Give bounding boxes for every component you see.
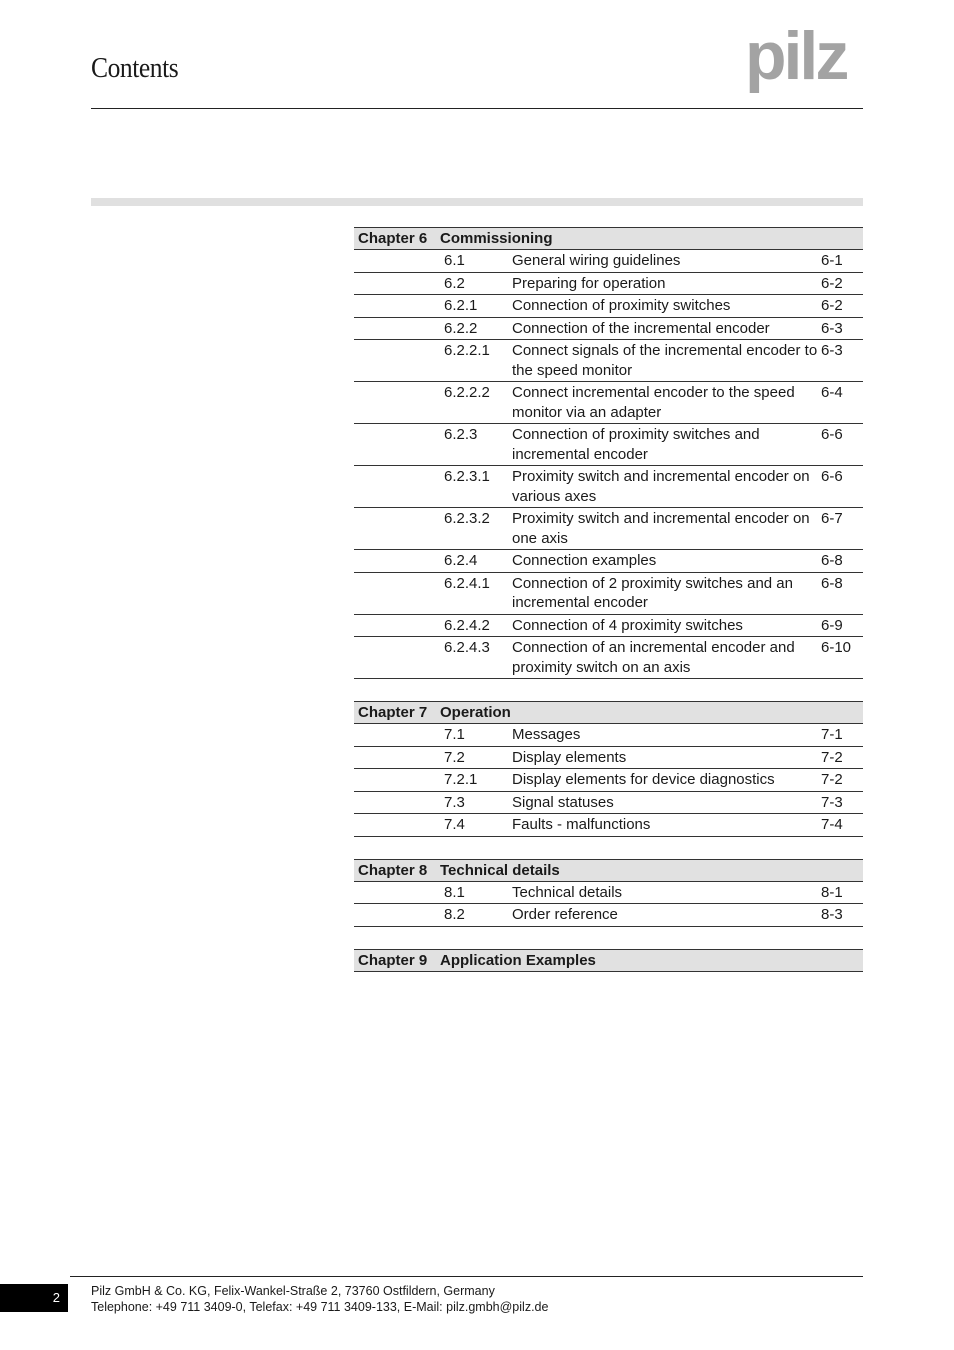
chapter-section — [354, 949, 863, 972]
toc-entry[interactable] — [354, 882, 863, 905]
toc-entry[interactable] — [354, 637, 863, 679]
footer-line-contact: Telephone: +49 711 3409-0, Telefax: +49 711 3409-133, E-Mail: pilz.gmbh@pilz.de — [91, 1300, 549, 1314]
toc-entry-number: 6.2 — [444, 274, 465, 292]
toc-entry-page: 6-3 — [821, 319, 843, 337]
chapter-label: Chapter 6 — [358, 230, 428, 247]
chapter-section — [354, 701, 863, 837]
toc-entry-number: 6.2.4 — [444, 552, 478, 569]
toc-entry-number: 7.4 — [444, 816, 465, 833]
toc-entry-title: Display elements for device diagnostics — [512, 771, 775, 788]
toc-entry-page: 6-4 — [821, 384, 843, 401]
toc-entry[interactable] — [354, 615, 863, 638]
toc-entry[interactable] — [354, 724, 863, 747]
toc-entry-number: 6.2.3.1 — [444, 468, 490, 485]
toc-entry-title: Order reference — [512, 906, 618, 923]
toc-entry-title: Connection examples — [512, 552, 657, 569]
toc-entry[interactable] — [354, 747, 863, 770]
toc-entry-title: Proximity switch and incremental encoder on various axes — [512, 468, 810, 505]
toc-entry-page: 7-2 — [821, 771, 843, 788]
toc-entry-title: Connection of proximity switches — [512, 297, 731, 314]
toc-entry-number: 7.3 — [444, 793, 465, 811]
toc-entry-title: Connection of an incremental encoder and proximity switch on an axis — [512, 639, 795, 676]
toc-entry-page: 6-9 — [821, 616, 843, 634]
toc-entry-page: 6-7 — [821, 510, 843, 527]
toc-entry-page: 8-1 — [821, 883, 843, 901]
page-title: Contents — [91, 52, 179, 84]
header-divider — [91, 108, 863, 109]
toc-entry-page: 6-2 — [821, 297, 843, 314]
toc-entry-page: 6-8 — [821, 574, 843, 592]
toc-entry-number: 7.2 — [444, 748, 465, 766]
toc-entry[interactable] — [354, 424, 863, 466]
footer-line-company: Pilz GmbH & Co. KG, Felix-Wankel-Straße 2, 73760 Ostfildern, Germany — [91, 1284, 495, 1298]
toc-entry[interactable] — [354, 273, 863, 296]
toc-entry-number: 6.2.4.1 — [444, 574, 490, 592]
toc-entry-page: 7-1 — [821, 726, 843, 743]
toc-entry-number: 7.1 — [444, 726, 465, 743]
toc-entry-title: Connection of 4 proximity switches — [512, 616, 743, 634]
table-of-contents — [354, 227, 863, 994]
toc-entry[interactable] — [354, 295, 863, 318]
chapter-title: Technical details — [440, 861, 560, 879]
toc-entry-page: 6-6 — [821, 468, 843, 485]
toc-entry[interactable] — [354, 250, 863, 273]
chapter-heading — [354, 227, 863, 250]
chapter-title: Application Examples — [440, 951, 596, 969]
footer-address — [91, 1283, 548, 1315]
toc-entry-page: 6-8 — [821, 552, 843, 569]
toc-entry[interactable] — [354, 904, 863, 927]
toc-entry[interactable] — [354, 382, 863, 424]
svg-text:pilz: pilz — [745, 27, 847, 94]
toc-entry-number: 6.2.2.2 — [444, 384, 490, 401]
toc-entry-title: Connection of proximity switches and incremental encoder — [512, 426, 760, 463]
toc-entry-title: Proximity switch and incremental encoder on one axis — [512, 510, 810, 547]
toc-entry-title: Technical details — [512, 883, 623, 901]
chapter-label: Chapter 8 — [358, 861, 428, 879]
chapter-heading — [354, 859, 863, 882]
chapter-label: Chapter 9 — [358, 951, 428, 969]
toc-entry[interactable] — [354, 792, 863, 815]
toc-entry-title: Display elements — [512, 748, 627, 766]
pilz-logo — [745, 27, 867, 95]
toc-entry-number: 6.2.1 — [444, 297, 478, 314]
toc-entry-page: 7-3 — [821, 793, 843, 811]
toc-entry-number: 8.2 — [444, 906, 465, 923]
toc-entry[interactable] — [354, 550, 863, 573]
chapter-heading — [354, 949, 863, 972]
toc-entry-number: 6.2.4.3 — [444, 639, 490, 656]
toc-entry-title: Connection of 2 proximity switches and an incremental encoder — [512, 574, 793, 611]
footer-divider — [70, 1276, 863, 1277]
toc-entry-title: Connect incremental encoder to the speed monitor via an adapter — [512, 384, 795, 421]
chapter-heading — [354, 701, 863, 724]
toc-entry-number: 6.2.2 — [444, 319, 478, 337]
toc-entry[interactable] — [354, 340, 863, 382]
chapter-title: Operation — [440, 704, 511, 721]
page-number: 2 — [0, 1284, 68, 1312]
section-band — [91, 198, 863, 206]
toc-entry-title: Connection of the incremental encoder — [512, 319, 770, 337]
toc-entry-number: 8.1 — [444, 883, 465, 901]
toc-entry[interactable] — [354, 466, 863, 508]
toc-entry[interactable] — [354, 573, 863, 615]
toc-entry-page: 6-2 — [821, 274, 843, 292]
toc-entry-number: 6.2.4.2 — [444, 616, 490, 634]
toc-entry-page: 6-6 — [821, 426, 843, 443]
chapter-title: Commissioning — [440, 230, 553, 247]
toc-entry-number: 7.2.1 — [444, 771, 478, 788]
toc-entry-page: 7-2 — [821, 748, 843, 766]
toc-entry-title: Messages — [512, 726, 581, 743]
toc-entry-number: 6.2.2.1 — [444, 342, 490, 359]
toc-entry-title: Signal statuses — [512, 793, 614, 811]
toc-entry-number: 6.2.3 — [444, 426, 478, 443]
toc-entry-title: Connect signals of the incremental encoder to the speed monitor — [512, 342, 818, 379]
toc-entry[interactable] — [354, 318, 863, 341]
toc-entry-page: 6-3 — [821, 342, 843, 359]
chapter-section — [354, 859, 863, 927]
toc-entry-page: 7-4 — [821, 816, 843, 833]
toc-entry-number: 6.2.3.2 — [444, 510, 490, 527]
toc-entry-page: 6-10 — [821, 639, 852, 656]
toc-entry-title: Preparing for operation — [512, 274, 666, 292]
toc-entry-title: General wiring guidelines — [512, 252, 681, 269]
toc-entry-page: 6-1 — [821, 252, 843, 269]
toc-entry[interactable] — [354, 814, 863, 837]
toc-entry-title: Faults - malfunctions — [512, 816, 651, 833]
toc-entry[interactable] — [354, 769, 863, 792]
chapter-label: Chapter 7 — [358, 704, 428, 721]
chapter-section — [354, 227, 863, 679]
toc-entry-number: 6.1 — [444, 252, 465, 269]
toc-entry[interactable] — [354, 508, 863, 550]
toc-entry-page: 8-3 — [821, 906, 843, 923]
